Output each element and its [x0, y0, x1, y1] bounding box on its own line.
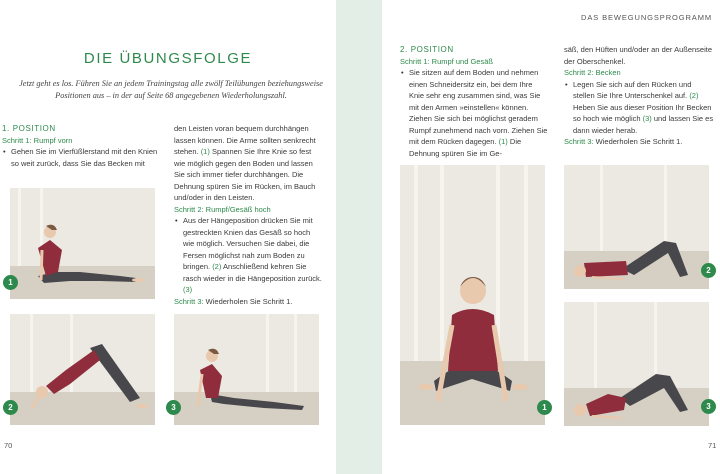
figure-ref: (2): [689, 91, 699, 100]
step-heading: Schritt 1: Rumpf vorn: [2, 135, 73, 145]
right-column-1: [400, 44, 548, 159]
instruction-bullet: • Sie sitzen auf dem Boden und nehmen einen Schneidersitz ein, bei dem Ihre Knie sehr eng zusammen sind, was Sie mit den Armen »einstellen« können. Ziehen Sie sich bei möglichst geradem Rumpf zunehmend nach vorn. Ziehen Sie mit dem Rücken dagegen. (1) Die Dehnung spüren Sie im Ge-: [400, 67, 548, 159]
page-gutter: [336, 0, 382, 474]
exercise-photo-downward-dog: [10, 314, 155, 425]
exercise-photo-seated: [400, 165, 545, 425]
running-head: DAS BEWEGUNGSPROGRAMM: [581, 13, 712, 22]
figure-ref: (1): [498, 137, 508, 146]
step-3-line: Schritt 3: Wiederholen Sie Schritt 1.: [564, 137, 683, 146]
step-3-line: Schritt 3: Wiederholen Sie Schritt 1.: [174, 296, 293, 306]
instruction-bullet: • Aus der Hängeposition drücken Sie mit gestreckten Knien das Gesäß so hoch wie möglich. Versuchen Sie dabei, die Fersen möglichst nah zum Boden zu bringen. (2) Anschließend kehren Sie rasch wieder in die Hängeposition zurück. (3): [174, 215, 322, 296]
figure-ref: (2): [212, 262, 222, 271]
right-column-2: [564, 44, 714, 148]
figure-badge: 1: [3, 275, 18, 290]
left-column-2: [174, 123, 322, 307]
page-number-right: 71: [708, 441, 717, 450]
instruction-paragraph: den Leisten voran bequem durchhängen lassen können. Die Arme sollten senkrecht stehen. (1) Spannen Sie Ihre Knie so fest wie möglich gegen den Boden und lassen Sie sich immer tiefer durchhängen. Die Dehnung spüren Sie im Rücken, im Bauch und/oder in den Leisten.: [174, 124, 316, 202]
exercise-photo-bridge: [564, 302, 709, 426]
exercise-photo-lying: [564, 165, 709, 289]
figure-ref: (1): [200, 147, 210, 156]
position-heading: 1. POSITION: [2, 124, 56, 133]
step-heading: Schritt 2: Rumpf/Gesäß hoch: [174, 204, 271, 214]
instruction-bullet: • Gehen Sie im Vierfüßlerstand mit den Knien so weit zurück, dass Sie das Becken mit: [2, 146, 160, 169]
figure-badge: 3: [701, 399, 716, 414]
figure-badge: 2: [3, 400, 18, 415]
instruction-bullet: • Legen Sie sich auf den Rücken und stellen Sie Ihre Unterschenkel auf. (2) Heben Sie aus dieser Position Ihr Becken so hoch wie möglich (3) und lassen Sie es dann wieder herab.: [564, 79, 714, 137]
page-title: DIE ÜBUNGSFOLGE: [83, 50, 253, 67]
position-heading: 2. POSITION: [400, 45, 454, 54]
left-column-1: [2, 123, 160, 169]
step-heading: Schritt 2: Becken: [564, 68, 621, 77]
exercise-photo-sag: [174, 314, 319, 425]
step-heading: Schritt 1: Rumpf und Gesäß: [400, 56, 493, 66]
figure-ref: (3): [642, 114, 652, 123]
figure-ref: (3): [183, 285, 193, 294]
figure-badge: 3: [166, 400, 181, 415]
exercise-photo-cobra: [10, 188, 155, 299]
continued-text: säß, den Hüften und/oder an der Außenseite der Oberschenkel.: [564, 45, 713, 66]
figure-badge: 2: [701, 263, 716, 278]
intro-text: Jetzt geht es los. Führen Sie an jedem Trainingstag alle zwölf Teilübungen beziehungsweise Positionen aus – in der auf Seite 68 angegebenen Wiederholungszahl.: [19, 79, 323, 100]
figure-badge: 1: [537, 400, 552, 415]
page-number-left: 70: [4, 441, 13, 450]
